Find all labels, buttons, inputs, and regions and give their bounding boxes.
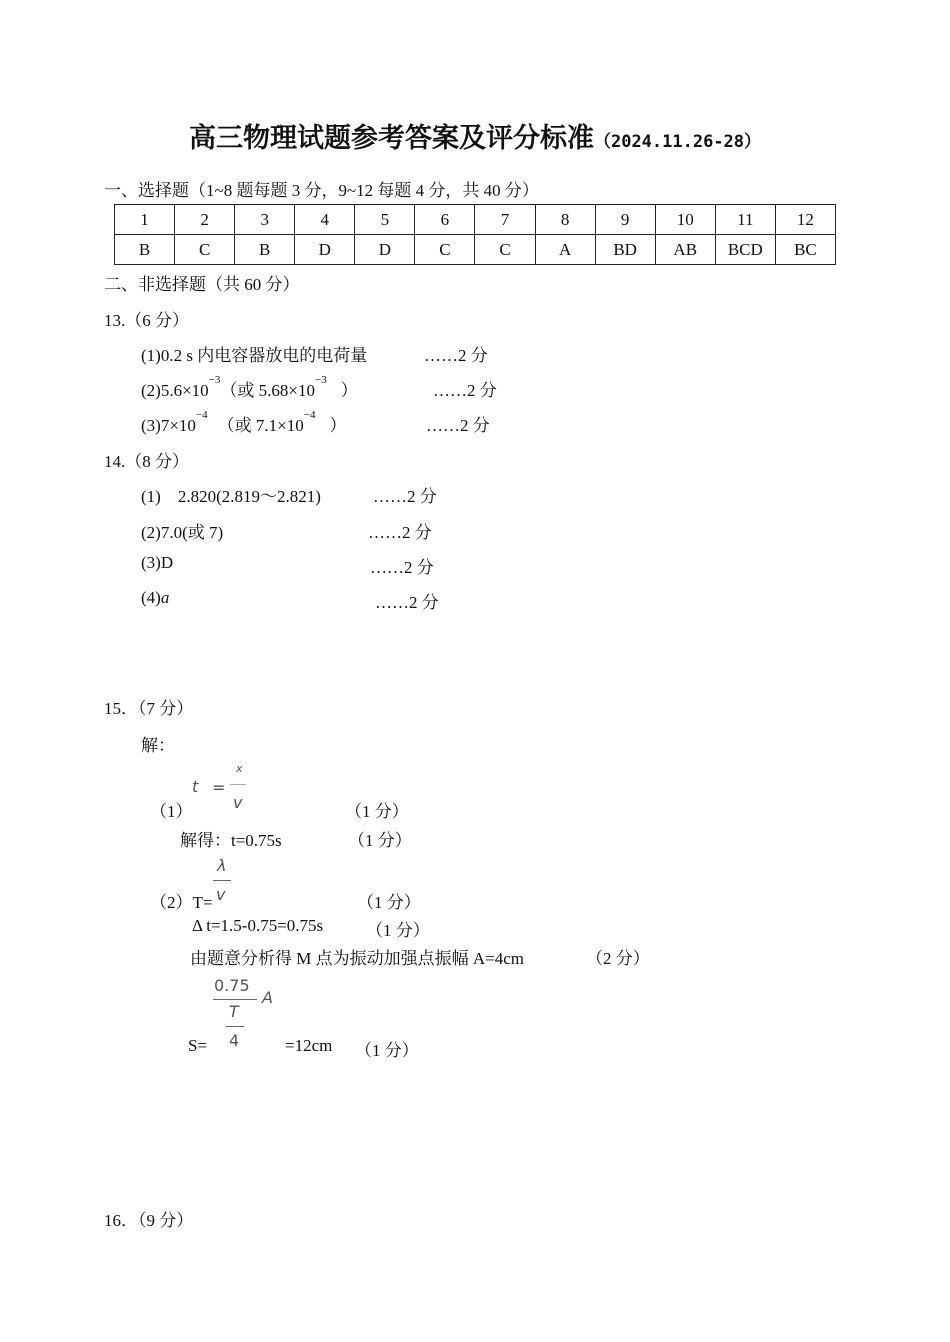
q13-l2-a: (2)5.6×10 — [141, 381, 209, 400]
q15-s-T: T — [229, 1002, 239, 1021]
q15-p1-t: t — [192, 777, 199, 796]
table-cell: D — [355, 235, 415, 265]
q15-s-den: 4 — [229, 1031, 240, 1050]
table-cell: 7 — [475, 205, 535, 235]
title-date: （2024.11.26-28） — [593, 132, 762, 152]
q15-p1-fraction-bar — [230, 784, 246, 785]
table-cell: 5 — [355, 205, 415, 235]
answer-table-answers-row — [115, 235, 836, 265]
table-cell: D — [295, 235, 355, 265]
q15-p2-score: （1 分） — [357, 893, 421, 912]
q13-l3-c: ） — [329, 416, 347, 435]
q13-l2-b: （或 5.68×10 — [220, 381, 315, 400]
q14-line3-score: ……2 分 — [370, 558, 434, 577]
q14-header: 14.（8 分） — [104, 452, 189, 471]
q14-l4-var: a — [160, 588, 170, 607]
page-title — [0, 116, 950, 155]
q13-line2-score: ……2 分 — [433, 381, 497, 400]
q15-p1-label: （1） — [150, 802, 193, 821]
q13-l2-exp1: −3 — [208, 374, 221, 386]
q15-s-label: S= — [188, 1036, 208, 1055]
q14-line3: (3)D — [141, 553, 174, 572]
q14-line2-score: ……2 分 — [368, 523, 432, 542]
section2-heading: 二、非选择题（共 60 分） — [104, 275, 300, 294]
q15-p2-dt: Δ t=1.5-0.75=0.75s — [192, 916, 324, 935]
q15-p1-den: v — [233, 793, 243, 812]
q14-line2: (2)7.0(或 7) — [141, 523, 224, 542]
q13-l2-exp2: −3 — [314, 374, 327, 386]
q13-line2 — [141, 376, 358, 401]
q15-header: 15．（7 分） — [104, 699, 194, 718]
q15-p2-m: 由题意分析得 M 点为振动加强点振幅 A=4cm — [190, 949, 524, 968]
table-cell: BCD — [715, 235, 775, 265]
q13-l3-b: （或 7.1×10 — [217, 416, 304, 435]
title-main: 高三物理试题参考答案及评分标准 — [188, 123, 594, 154]
q15-p2-m-score: （2 分） — [586, 949, 650, 968]
q15-p1-solution-score: （1 分） — [348, 831, 412, 850]
answer-table-numbers-row — [115, 205, 836, 235]
q15-p1-num: x — [236, 762, 243, 775]
q15-p2-dt-score: （1 分） — [366, 921, 430, 940]
table-cell: B — [235, 235, 295, 265]
table-cell: C — [415, 235, 475, 265]
q16-header: 16．（9 分） — [104, 1211, 194, 1230]
table-cell: BC — [775, 235, 835, 265]
table-cell: 8 — [535, 205, 595, 235]
table-cell: C — [175, 235, 235, 265]
table-cell: 11 — [715, 205, 775, 235]
q14-l4-a: (4) — [141, 588, 161, 607]
table-cell: 9 — [595, 205, 655, 235]
q15-p2-den: v — [216, 885, 226, 904]
table-cell: C — [475, 235, 535, 265]
table-cell: AB — [655, 235, 715, 265]
table-cell: B — [115, 235, 175, 265]
q15-p1-score: （1 分） — [345, 802, 409, 821]
q13-line1: (1)0.2 s 内电容器放电的电荷量 — [141, 346, 368, 365]
q15-p2-label: （2）T= — [150, 893, 213, 912]
q13-line3 — [141, 411, 346, 436]
table-cell: A — [535, 235, 595, 265]
q13-line1-score: ……2 分 — [424, 346, 488, 365]
table-cell: BD — [595, 235, 655, 265]
q13-l3-a: (3)7×10 — [141, 416, 196, 435]
table-cell: 3 — [235, 205, 295, 235]
q14-line4 — [141, 588, 169, 608]
q14-line1-score: ……2 分 — [373, 487, 437, 506]
q13-l3-exp1: −4 — [195, 409, 208, 421]
q15-s-A: A — [262, 988, 273, 1007]
table-cell: 6 — [415, 205, 475, 235]
table-cell: 1 — [115, 205, 175, 235]
q15-p1-solution: 解得：t=0.75s — [180, 831, 282, 850]
section1-heading: 一、选择题（1~8 题每题 3 分，9~12 每题 4 分，共 40 分） — [104, 181, 539, 200]
table-cell: 2 — [175, 205, 235, 235]
q14-line4-score: ……2 分 — [375, 593, 439, 612]
q15-s-num: 0.75 — [214, 976, 250, 995]
q15-jie: 解： — [141, 736, 175, 755]
q15-s-score: （1 分） — [355, 1041, 419, 1060]
q15-p2-fraction-bar — [213, 880, 231, 881]
q15-s-result: =12cm — [285, 1036, 333, 1055]
q15-p1-eq: = — [212, 778, 226, 797]
table-cell: 4 — [295, 205, 355, 235]
table-cell: 10 — [655, 205, 715, 235]
q13-l3-exp2: −4 — [303, 409, 316, 421]
q13-l2-c: ） — [340, 381, 358, 400]
q15-p2-num: λ — [217, 856, 227, 875]
table-cell: 12 — [775, 205, 835, 235]
q15-s-inner-bar — [213, 999, 257, 1000]
answer-table — [114, 204, 836, 265]
q15-s-outer-bar — [226, 1026, 244, 1027]
q13-header: 13.（6 分） — [104, 311, 189, 330]
q13-line3-score: ……2 分 — [426, 416, 490, 435]
q14-line1: (1) 2.820(2.819～2.821) — [141, 487, 321, 506]
